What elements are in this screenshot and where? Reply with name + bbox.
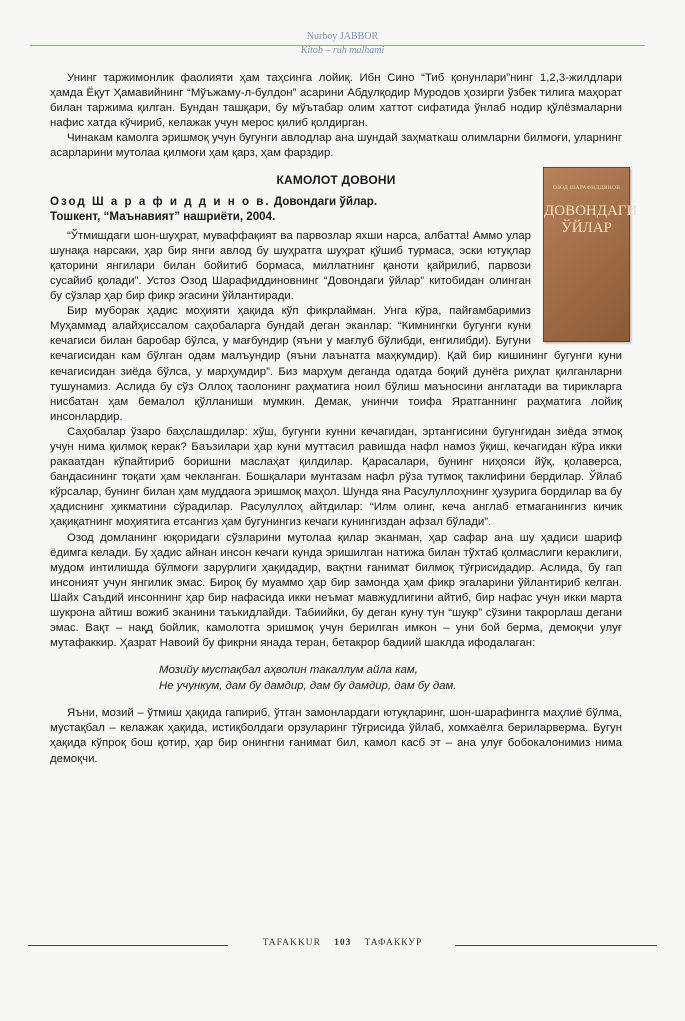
article-body: [50, 71, 638, 767]
cover-title: ДОВОНДАГИ ЎЙЛАР: [544, 202, 638, 236]
paragraph: Саҳобалар ўзаро баҳслашдилар: хўш, бугунги кунни кечагидан, эртангисини бугунгидан зиёда этмоқ учун нима қилмоқ керак? Баъзилари ҳар куни муттасил равишда нафл намоз ўқиш, кечагидан кўра икки ракаатдан кўпайтириб боришни маслаҳат қилдилар. Қарасалари, бунинг ниҳояси йўқ, қолаверса, бандасининг тоқати ҳам чекланган. Бошқалари мунтазам нафл рўза тутмоқ таклифини бердилар. Ўйлаб кўрсалар, бунинг билан ҳам муддаога эришмоқ маҳол. Шунда яна Расулуллоҳнинг ҳузурига бордилар ва бу ҳадиснинг ҳикматини сўрадилар. Расулуллоҳ айтдилар: “Илм олинг, кеча англаб етмаганингиз кичик ҳақиқатнинг моҳиятига етсангиз ҳам бугунингиз кечаги кунингиздан афзал бўлади”.: [50, 425, 622, 529]
poem-line: Не учункум, дам бу дамдир, дам бу дамдир, дам бу дам.: [159, 679, 457, 692]
book-reference: [50, 194, 622, 225]
book-author: Озод Ш а р а ф и д д и н о в.: [50, 194, 271, 208]
header-author: Nurboy JABBOR: [306, 31, 379, 42]
footer-right-label: ТАФАККУР: [361, 938, 425, 948]
cover-author: ОЗОД ШАРАФИДДИНОВ: [552, 184, 621, 191]
poem-quote: [159, 663, 622, 694]
poem-line: Мозийу мустақбал аҳволин такаллум айла кам,: [159, 664, 418, 677]
paragraph: Озод домланинг юқоридаги сўзларини мутолаа қилар эканман, ҳар сафар ана шу ҳадиси шариф ёдимга келади. Бу ҳадис айнан инсон кечаги кунда эришилган натижа билан тўхтаб қолмаслиги кераклиги, мудом интилишда бўлмоғи зарурлиги ҳақидадир, вақтни ғанимат билмоқ тўғрисидадир. Аслида, бу гап инсоният учун янгилик эмас. Бироқ бу муаммо ҳар бир замонда ҳам фикр эгаларини ўйлантириб келган. Шайх Саъдий инсоннинг ҳар бир нафасида икки неъмат мавжудлигини айтиб, бир нафас учун икки марта шукрона айтиш вожиб эканини таъкидлайди. Табиийки, бу деган куну тун “шукр” сўзини такрорлаш дегани эмас. Вақт – нақд бойлик, камолотга эришмоқ учун берилган имкон – уни бой берма, демоқчи улуғ мутафаккир. Ҳазрат Навоий бу фикрни янада теран, бетакрор бадиий шаклда ифодалаган:: [50, 531, 622, 650]
header-rule: [30, 45, 645, 46]
paragraph: Чинакам камолга эришмоқ учун бугунги авлодлар ана шундай заҳматкаш олимларни билмоғи, уларнинг асарларини мутолаа қилмоғи ҳам қарз, ҳам фарздир.: [50, 132, 622, 160]
footer-left-label: TAFAKKUR: [260, 938, 324, 948]
header-subtitle: Kitob – ruh malhami: [300, 45, 385, 56]
section-title: КАМОЛОТ ДОВОНИ: [276, 172, 396, 187]
page-footer: [0, 938, 685, 952]
running-header: [0, 31, 685, 57]
book-publisher: Тошкент, “Маънавият” нашриёти, 2004.: [50, 210, 276, 224]
paragraph: Унинг таржимонлик фаолияти ҳам таҳсинга лойиқ. Ибн Сино “Тиб қонунлари”нинг 1,2,3-жилдлари ҳамда Ёқут Ҳамавийнинг “Мўъжаму-л-булдон” асарини Абдулқодир Муродов ҳозирги ўзбек тилига маҳорат билан таржима қилган. Бундан ташқари, бу мўътабар олим хаттот сифатида ўнлаб нодир қўлёзмаларни нафис хатда кўчириб, келажак учун мерос қилиб қолдирган.: [50, 72, 622, 130]
book-cover-image: [543, 167, 638, 342]
paragraph: “Ўтмишдаги шон-шуҳрат, муваффақият ва парвозлар яхши нарса, албатта! Аммо улар шунақа нарсаки, ҳар бир янги авлод бу шуҳратга шуҳрат қўшиб турмаса, эски ютуқлар қаторини янгилари билан бойитиб бормаса, миллатнинг қанoти қайрилиб, парвози сусайиб қолади”. Устоз Озод Шарафиддиновнинг “Довондаги ўйлар” китобидан олинган бу сўзлар ҳар бир фикр эгасини ўйлантиради.: [50, 229, 531, 303]
paragraph: Бир муборак ҳадис моҳияти ҳақида кўп фикрлайман. Унга кўра, пайғамбаримиз Муҳаммад алайҳиссалом саҳобаларга бундай деган эканлар: “Кимнингки бугунги куни кечагиси билан баробар бўлса, у мағбундир (яъни у мағлуб бўлибди, енгилибди). Бугуни кечагисидан кам бўлган одам малъундир (яъни лаънатга маҳкумдир). Қай бир кишининг бугунги куни кечагисидан зиёда бўлса, у марҳумдир”. Биз марҳум деганда одатда боқий дунёга риҳлат қилганларни тушунамиз. Аслида бу сўз Оллоҳ таолонинг раҳматига ноил бўлиш маъносини англатади ва тирикларга нисбатан ҳам бемалол қўлланиши мумкин. Демак, унинчи тоифа Яратганнинг раҳматига лойиқ инсонлардир.: [50, 305, 622, 423]
page-number: 103: [334, 938, 352, 948]
book-title: Довондаги ўйлар.: [270, 194, 378, 208]
paragraph: Яъни, мозий – ўтмиш ҳақида гапириб, ўтган замонлардаги ютуқларинг, шон-шарафингга маҳлиё бўлма, мустақбал – келажак ҳақида, истиқболдаги орзуларинг тўғрисида ўйлаб, хомхаёлга бериларверма. Бугун ҳақида кўпроқ бош қотир, ҳар бир онингни ғанимат бил, камол касб эт – ана улуғ бобокалонимиз нима демоқчи.: [50, 707, 622, 765]
